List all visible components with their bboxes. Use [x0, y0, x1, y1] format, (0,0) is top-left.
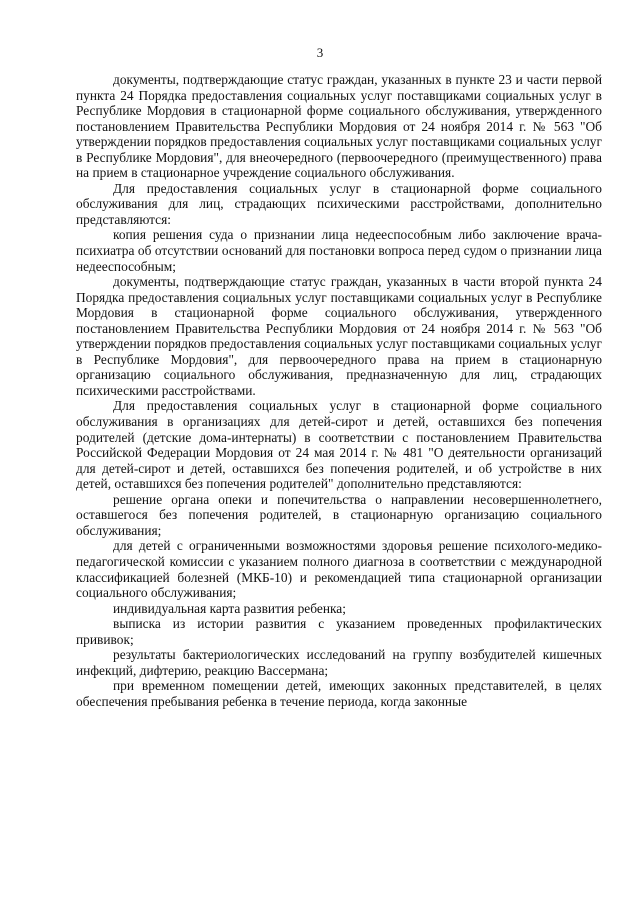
paragraph: копия решения суда о признании лица недееспособным либо заключение врача-психиатра об отсутствии оснований для постановки вопроса перед судом о признании лица недееспособным; — [76, 227, 602, 274]
paragraph: Для предоставления социальных услуг в стационарной форме социального обслуживания в организациях для детей-сирот и детей, оставшихся без попечения родителей (детские дома-интернаты) в соответствии с постановлением Правительства Российской Федерации Мордовия от 24 мая 2014 г. № 481 "О деятельности организаций для детей-сирот и детей, оставшихся без попечения родителей, и об устройстве в них детей, оставшихся без попечения родителей" дополнительно представляются: — [76, 398, 602, 492]
paragraph: результаты бактериологических исследований на группу возбудителей кишечных инфекций, дифтерию, реакцию Вассермана; — [76, 647, 602, 678]
paragraph: для детей с ограниченными возможностями здоровья решение психолого-медико-педагогической комиссии с указанием полного диагноза в соответствии с международной классификацией болезней (МКБ-10) и рекомендацией типа стационарной организации социального обслуживания; — [76, 538, 602, 601]
paragraph: решение органа опеки и попечительства о направлении несовершеннолетнего, оставшегося без попечения родителей, в стационарную организацию социального обслуживания; — [76, 491, 602, 538]
paragraph: документы, подтверждающие статус граждан, указанных в части второй пункта 24 Порядка предоставления социальных услуг поставщиками социальных услуг в Республике Мордовия в стационарной форме социального обслуживания, утвержденного постановлением Правительства Республики Мордовия от 24 ноября 2014 г. № 563 "Об утверждении порядков предоставления социальных услуг поставщиками социальных услуг в Республике Мордовия", для первоочередного права на прием в стационарную организацию социального обслуживания, предназначенную для лиц, страдающих психическими расстройствами. — [76, 274, 602, 398]
paragraph: документы, подтверждающие статус граждан, указанных в пункте 23 и части первой пункта 24 Порядка предоставления социальных услуг поставщиками социальных услуг в Республике Мордовия в стационарной форме социального обслуживания, утвержденного постановлением Правительства Республики Мордовия от 24 ноября 2014 г. № 563 "Об утверждении порядков предоставления социальных услуг поставщиками социальных услуг в Республике Мордовия", для внеочередного (первоочередного (преимущественного) права на прием в стационарное учреждение социального обслуживания. — [76, 72, 602, 181]
paragraph: Для предоставления социальных услуг в стационарной форме социального обслуживания для лиц, страдающих психическими расстройствами, дополнительно представляются: — [76, 180, 602, 227]
page-number: 3 — [316, 45, 324, 60]
document-body — [76, 72, 602, 709]
paragraph: выписка из истории развития с указанием проведенных профилактических прививок; — [76, 616, 602, 647]
paragraph: при временном помещении детей, имеющих законных представителей, в целях обеспечения пребывания ребенка в течение периода, когда законные — [76, 678, 602, 709]
paragraph: индивидуальная карта развития ребенка; — [113, 600, 346, 616]
